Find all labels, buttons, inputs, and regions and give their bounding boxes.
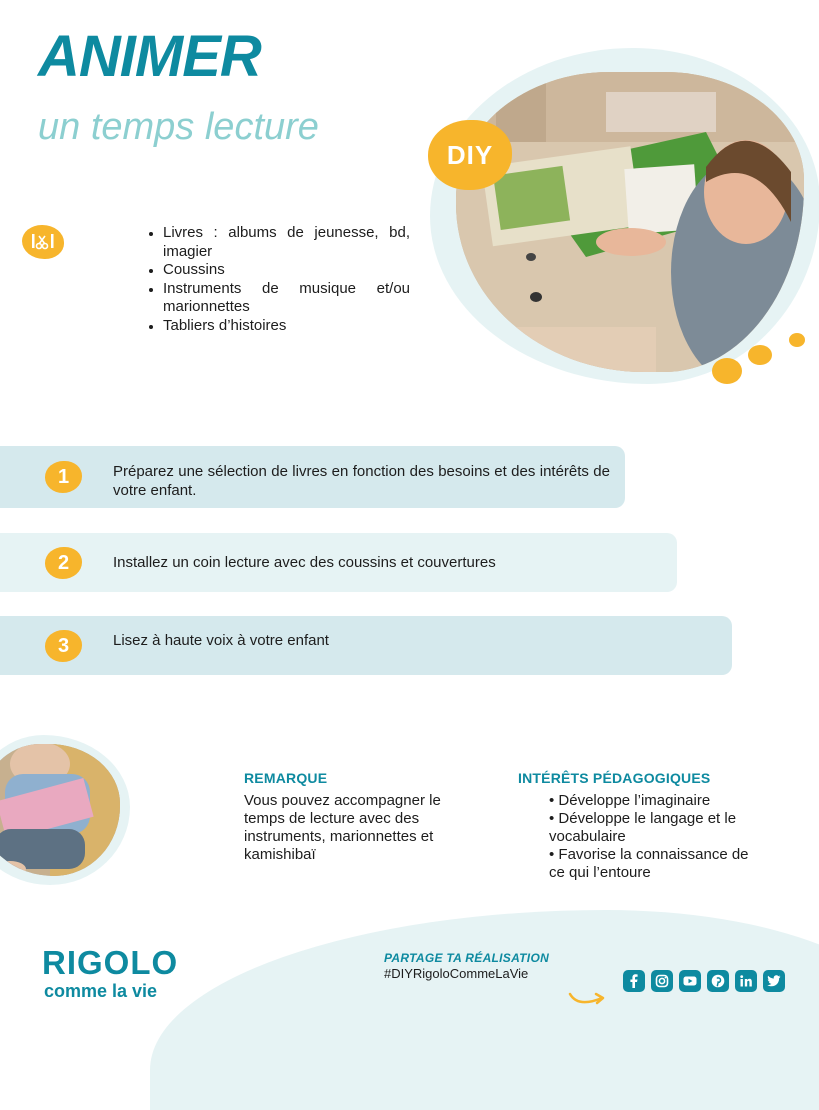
benefits-list bbox=[549, 792, 749, 882]
curved-arrow-icon bbox=[566, 988, 610, 1010]
step-1 bbox=[0, 446, 625, 508]
youtube-icon[interactable] bbox=[679, 970, 701, 992]
benefits-item: • Développe le langage et le vocabulaire bbox=[549, 810, 737, 845]
decor-dot bbox=[748, 345, 772, 365]
materials-list bbox=[108, 224, 410, 335]
materials-item: • Instruments de musique et/ou marionnettes bbox=[163, 280, 410, 317]
remark-heading: REMARQUE bbox=[244, 770, 328, 786]
remark-text: Vous pouvez accompagner le temps de lecture avec des instruments, marionnettes et kamishibaï bbox=[244, 792, 441, 863]
facebook-icon[interactable] bbox=[623, 970, 645, 992]
benefits-item: • Développe l’imaginaire bbox=[549, 792, 711, 809]
scissors-tools-icon bbox=[22, 225, 64, 259]
step-3 bbox=[0, 616, 732, 675]
footer-wave bbox=[150, 910, 819, 1110]
step-text: Lisez à haute voix à votre enfant bbox=[113, 632, 329, 649]
materials-item: • Livres : albums de jeunesse, bd, imagier bbox=[163, 224, 410, 261]
share-label: PARTAGE TA RÉALISATION bbox=[384, 951, 550, 965]
twitter-icon[interactable] bbox=[763, 970, 785, 992]
benefits-item: • Favorise la connaissance de ce qui l’entoure bbox=[549, 846, 749, 881]
decor-dot bbox=[712, 358, 742, 384]
page-subtitle: un temps lecture bbox=[38, 106, 319, 148]
step-number: 1 bbox=[45, 461, 82, 493]
instagram-icon[interactable] bbox=[651, 970, 673, 992]
linkedin-icon[interactable] bbox=[735, 970, 757, 992]
diy-badge: DIY bbox=[428, 120, 512, 190]
step-number: 2 bbox=[45, 547, 82, 579]
materials-item: • Coussins bbox=[163, 261, 410, 280]
materials-item: • Tabliers d’histoires bbox=[163, 317, 410, 336]
pinterest-icon[interactable] bbox=[707, 970, 729, 992]
brand-logo-bottom: comme la vie bbox=[44, 981, 158, 1001]
step-number: 3 bbox=[45, 630, 82, 662]
step-text: Préparez une sélection de livres en fonction des besoins et des intérêts de votre enfant. bbox=[113, 463, 610, 499]
benefits-heading: INTÉRÊTS PÉDAGOGIQUES bbox=[518, 770, 711, 786]
step-2 bbox=[0, 533, 677, 592]
page-title: ANIMER bbox=[38, 24, 261, 89]
decor-dot bbox=[789, 333, 805, 347]
hashtag: #DIYRigoloCommeLaVie bbox=[384, 966, 529, 981]
step-text: Installez un coin lecture avec des coussins et couvertures bbox=[113, 554, 496, 571]
brand-logo-top: RIGOLO bbox=[42, 944, 179, 981]
